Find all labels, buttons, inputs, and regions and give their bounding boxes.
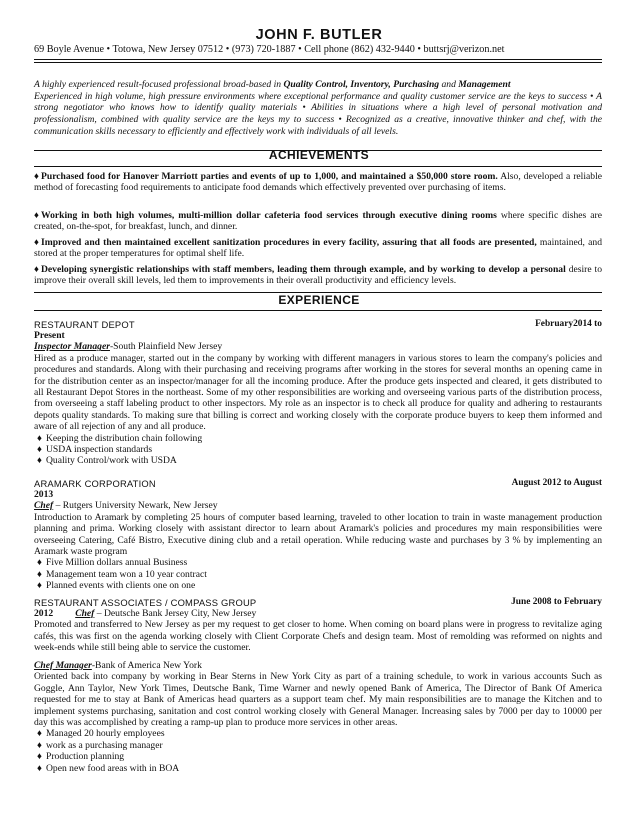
job-title: Inspector Manager	[34, 341, 110, 353]
diamond-bullet-icon: ♦	[37, 751, 42, 763]
diamond-bullet-icon: ♦	[37, 762, 42, 774]
achievement-item: ♦ Purchased food for Hanover Marriott parties and events of up to 1,000, and maintained a $50,000 store room. Also, developed a reliable method of forecasting food requirements to anticipate food demands which effectively prevented over purchasing of items.	[34, 171, 602, 194]
achievement-item: ♦ Working in both high volumes, multi-million dollar cafeteria food services through executive dining rooms where specific dishes are created, on-the-spot, for breakfast, lunch, and dinner.	[34, 210, 602, 233]
job-dates: August 2012 to August	[511, 478, 602, 488]
job-description: Introduction to Aramark by completing 25 hours of computer based learning, traveled to other location to train in waste management production planning and prima. Working closely with assistant director to learn about Aramark's policies and procedures my main responsibilities were overseeing Catering, Café Bistro, Executive dining club and a retail operation. While reducing waste and purchases by 3 % by implementing an Aramark waste program	[34, 511, 602, 558]
job-description: Promoted and transferred to New Jersey as per my request to get closer to home. When coming on board plans were in progress to revitalize aging cafés, this was first on the agenda working closely with Client Corporate Chefs and design team. Most of remolding was reformed on nights and week-ends while still being able to service the customer.	[34, 619, 602, 654]
job-bullets	[34, 728, 602, 774]
job-bullets	[34, 557, 602, 591]
list-item: ♦ Production planning	[34, 751, 602, 762]
diamond-bullet-icon: ♦	[37, 580, 42, 592]
contact-line: 69 Boyle Avenue • Totowa, New Jersey 07512 • (973) 720-1887 • Cell phone (862) 432-9440 • buttsrj@verizon.net	[34, 44, 505, 55]
diamond-bullet-icon: ♦	[37, 455, 42, 467]
list-item: ♦ Keeping the distribution chain following	[34, 433, 602, 444]
diamond-bullet-icon: ♦	[37, 739, 42, 751]
job-title: Chef	[34, 500, 54, 512]
diamond-bullet-icon: ♦	[34, 237, 39, 248]
job-location: -South Plainfield New Jersey	[109, 341, 223, 353]
list-item: ♦ Planned events with clients one on one	[34, 580, 602, 591]
diamond-bullet-icon: ♦	[37, 728, 42, 740]
achievements-heading: ACHIEVEMENTS	[268, 148, 370, 162]
diamond-bullet-icon: ♦	[37, 444, 42, 456]
job-dates-continued: Present	[34, 330, 65, 341]
job-details	[34, 608, 602, 654]
header-divider	[34, 59, 602, 60]
list-item: ♦ Quality Control/work with USDA	[34, 455, 602, 466]
job-location: -Bank of America New York	[91, 660, 202, 671]
achievements-bottom-rule	[34, 166, 602, 167]
company-name: ARAMARK CORPORATION	[34, 478, 156, 489]
job-dates: June 2008 to February	[511, 597, 602, 607]
resume-name: JOHN F. BUTLER	[255, 27, 383, 43]
list-item: ♦ work as a purchasing manager	[34, 740, 602, 751]
diamond-bullet-icon: ♦	[34, 210, 39, 221]
diamond-bullet-icon: ♦	[37, 432, 42, 444]
diamond-bullet-icon: ♦	[34, 264, 39, 275]
experience-heading: EXPERIENCE	[278, 293, 360, 307]
job-location: – Deutsche Bank Jersey City, New Jersey	[94, 608, 257, 619]
list-item: ♦ Managed 20 hourly employees	[34, 728, 602, 739]
job-description: Hired as a produce manager, started out in the company by working with different managers in various stores to learn the company's policies and procedures and standards. Along with their purchasing and receiving programs after working in the stores for several months an opening came in for the distribution center as an inspector/manager for all the incoming produce. After the produce gets inspected and cleared, it gets distributed to all Restaurant Depot Stores in the northeast. Some of my other responsibilities are working and overseeing various parts of the distribution process, from overseeing a staff labeling product to other inspectors. My role as an inspector is to check all produce for quality and adhering to restaurants depots quality standards. To making sure that billing is correct and working closely with the corporate produce buyers to keep them informed and aware of all rejection of any and all produce.	[34, 352, 602, 433]
achievement-item: ♦ Developing synergistic relationships with staff members, leading them through example, and by working to develop a personal desire to improve their overall skill levels, led them to improvements in their overall productivity and efficiency levels.	[34, 264, 602, 287]
summary-keywords: Quality Control, Inventory, Purchasing	[283, 79, 440, 90]
diamond-bullet-icon: ♦	[37, 557, 42, 569]
summary-body: Experienced in high volume, high pressure environments where exceptional performance and quality customer service are the keys to success • A strong negotiator who knows how to identify quality materials • Abilities in situations where a high level of personal motivation and professionalism, combined with quality service are the keys my to success • Recognized as a creative, innovative thinker and chef, with the communication skills necessary to efficiently and effectively work with individuals of all levels.	[34, 90, 602, 137]
job-details	[34, 489, 602, 592]
achievement-item: ♦ Improved and then maintained excellent sanitization procedures in every facility, assuring that all foods are presented, maintained, and stored at the proper temperatures for optimal shelf life.	[34, 237, 602, 260]
job-bullets	[34, 433, 602, 467]
list-item: ♦ Five Million dollars annual Business	[34, 557, 602, 568]
job-description: Oriented back into company by working in Bear Sterns in New York City as part of a training schedule, to work in various accounts Such as Goggle, Ann Taylor, New York Times, Deutsche Bank, Time Warner and newly opened Bank of America, The Director of Bank Of America requested for me to stay at Bank of Americas head quarters as a support team chef. My main responsibilities are to manage the Kitchen and to implement systems purchasing, sanitation and cost control working closely with General Manager. Increasing sales by 7000 per day to 10000 per day this was accomplished by creating a ramp-up plan to produce more services in other areas.	[34, 671, 602, 729]
list-item: ♦ USDA inspection standards	[34, 444, 602, 455]
diamond-bullet-icon: ♦	[34, 171, 39, 182]
company-name: RESTAURANT DEPOT	[34, 319, 135, 330]
job-dates-continued: 2013	[34, 489, 54, 500]
job-details	[34, 330, 602, 467]
professional-summary: A highly experienced result-focused professional broad-based in Quality Control, Inventory, Purchasing and Management Experienced in high volume, high pressure environments where exceptional performance and quality customer service are the keys to success • A strong negotiator who knows how to identify quality materials • Abilities in situations where a high level of personal motivation and professionalism, combined with quality service are the keys my to success • Recognized as a creative, innovative thinker and chef, with the communication skills necessary to efficiently and effectively work with individuals of all levels.	[34, 79, 602, 137]
job-title: Chef Manager	[34, 660, 92, 671]
list-item: ♦ Open new food areas with in BOA	[34, 763, 602, 774]
job-details	[34, 660, 602, 774]
job-location: – Rutgers University Newark, New Jersey	[53, 500, 218, 512]
job-dates-continued: 2012	[34, 608, 54, 619]
diamond-bullet-icon: ♦	[37, 568, 42, 580]
job-dates: February2014 to	[535, 319, 602, 329]
company-name: RESTAURANT ASSOCIATES / COMPASS GROUP	[34, 597, 257, 608]
experience-bottom-rule	[34, 310, 602, 311]
header-divider-2	[34, 62, 602, 63]
list-item: ♦ Management team won a 10 year contract	[34, 569, 602, 580]
job-title: Chef	[75, 608, 95, 619]
